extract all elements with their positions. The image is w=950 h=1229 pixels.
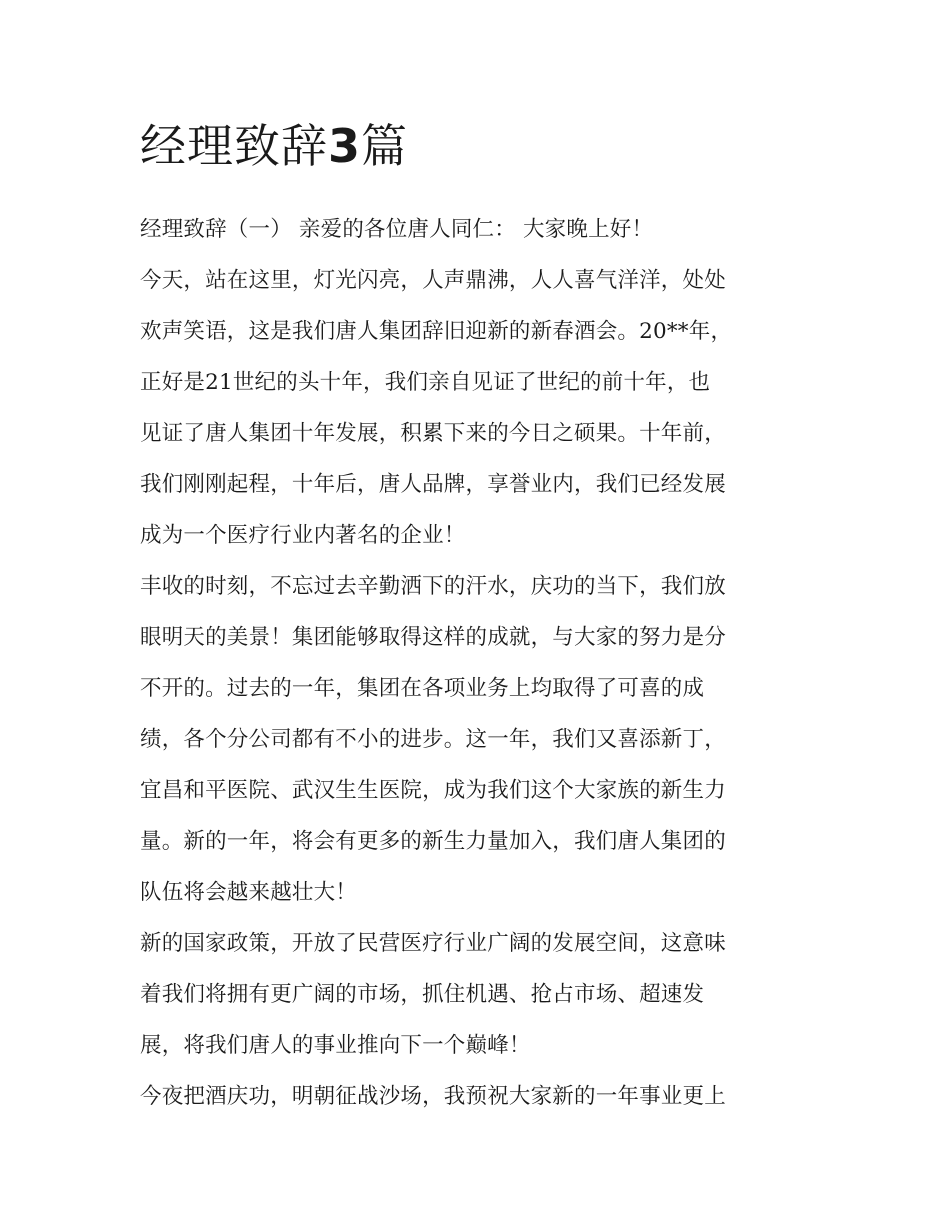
text-line: 新的国家政策，开放了民营医疗行业广阔的发展空间，这意味: [140, 931, 726, 956]
text-line: 绩，各个分公司都有不小的进步。这一年，我们又喜添新丁，: [140, 727, 726, 752]
text-line: 宜昌和平医院、武汉生生医院，成为我们这个大家族的新生力: [140, 778, 726, 803]
title-number: 3: [328, 119, 362, 173]
text-line: 丰收的时刻，不忘过去辛勤洒下的汗水，庆功的当下，我们放: [140, 574, 726, 599]
text-line: 今天，站在这里，灯光闪亮，人声鼎沸，人人喜气洋洋，处处: [140, 268, 726, 293]
text-line: 成为一个医疗行业内著名的企业！: [140, 523, 466, 548]
text-line: 队伍将会越来越壮大！: [140, 880, 358, 905]
text-line: 着我们将拥有更广阔的市场，抓住机遇、抢占市场、超速发: [140, 982, 705, 1007]
title-prefix: 经理致辞: [140, 119, 328, 173]
text-line: 我们刚刚起程，十年后，唐人品牌，享誉业内，我们已经发展: [140, 472, 726, 497]
text-line: 正好是21世纪的头十年，我们亲自见证了世纪的前十年，也: [140, 370, 711, 395]
text-line: 展，将我们唐人的事业推向下一个巅峰！: [140, 1033, 531, 1058]
document-body: [140, 204, 812, 1122]
title-suffix: 篇: [361, 119, 409, 173]
text-line: 不开的。过去的一年，集团在各项业务上均取得了可喜的成: [140, 676, 705, 701]
text-line: 欢声笑语，这是我们唐人集团辞旧迎新的新春酒会。20**年，: [140, 319, 733, 344]
text-line: 见证了唐人集团十年发展，积累下来的今日之硕果。十年前，: [140, 421, 726, 446]
text-line: 经理致辞（一） 亲爱的各位唐人同仁： 大家晚上好！: [140, 217, 654, 242]
text-line: 眼明天的美景！集团能够取得这样的成就，与大家的努力是分: [140, 625, 726, 650]
document-content: [140, 110, 812, 1122]
document-title: [140, 110, 812, 182]
text-line: 今夜把酒庆功，明朝征战沙场，我预祝大家新的一年事业更上: [140, 1084, 726, 1109]
text-line: 量。新的一年，将会有更多的新生力量加入，我们唐人集团的: [140, 829, 726, 854]
